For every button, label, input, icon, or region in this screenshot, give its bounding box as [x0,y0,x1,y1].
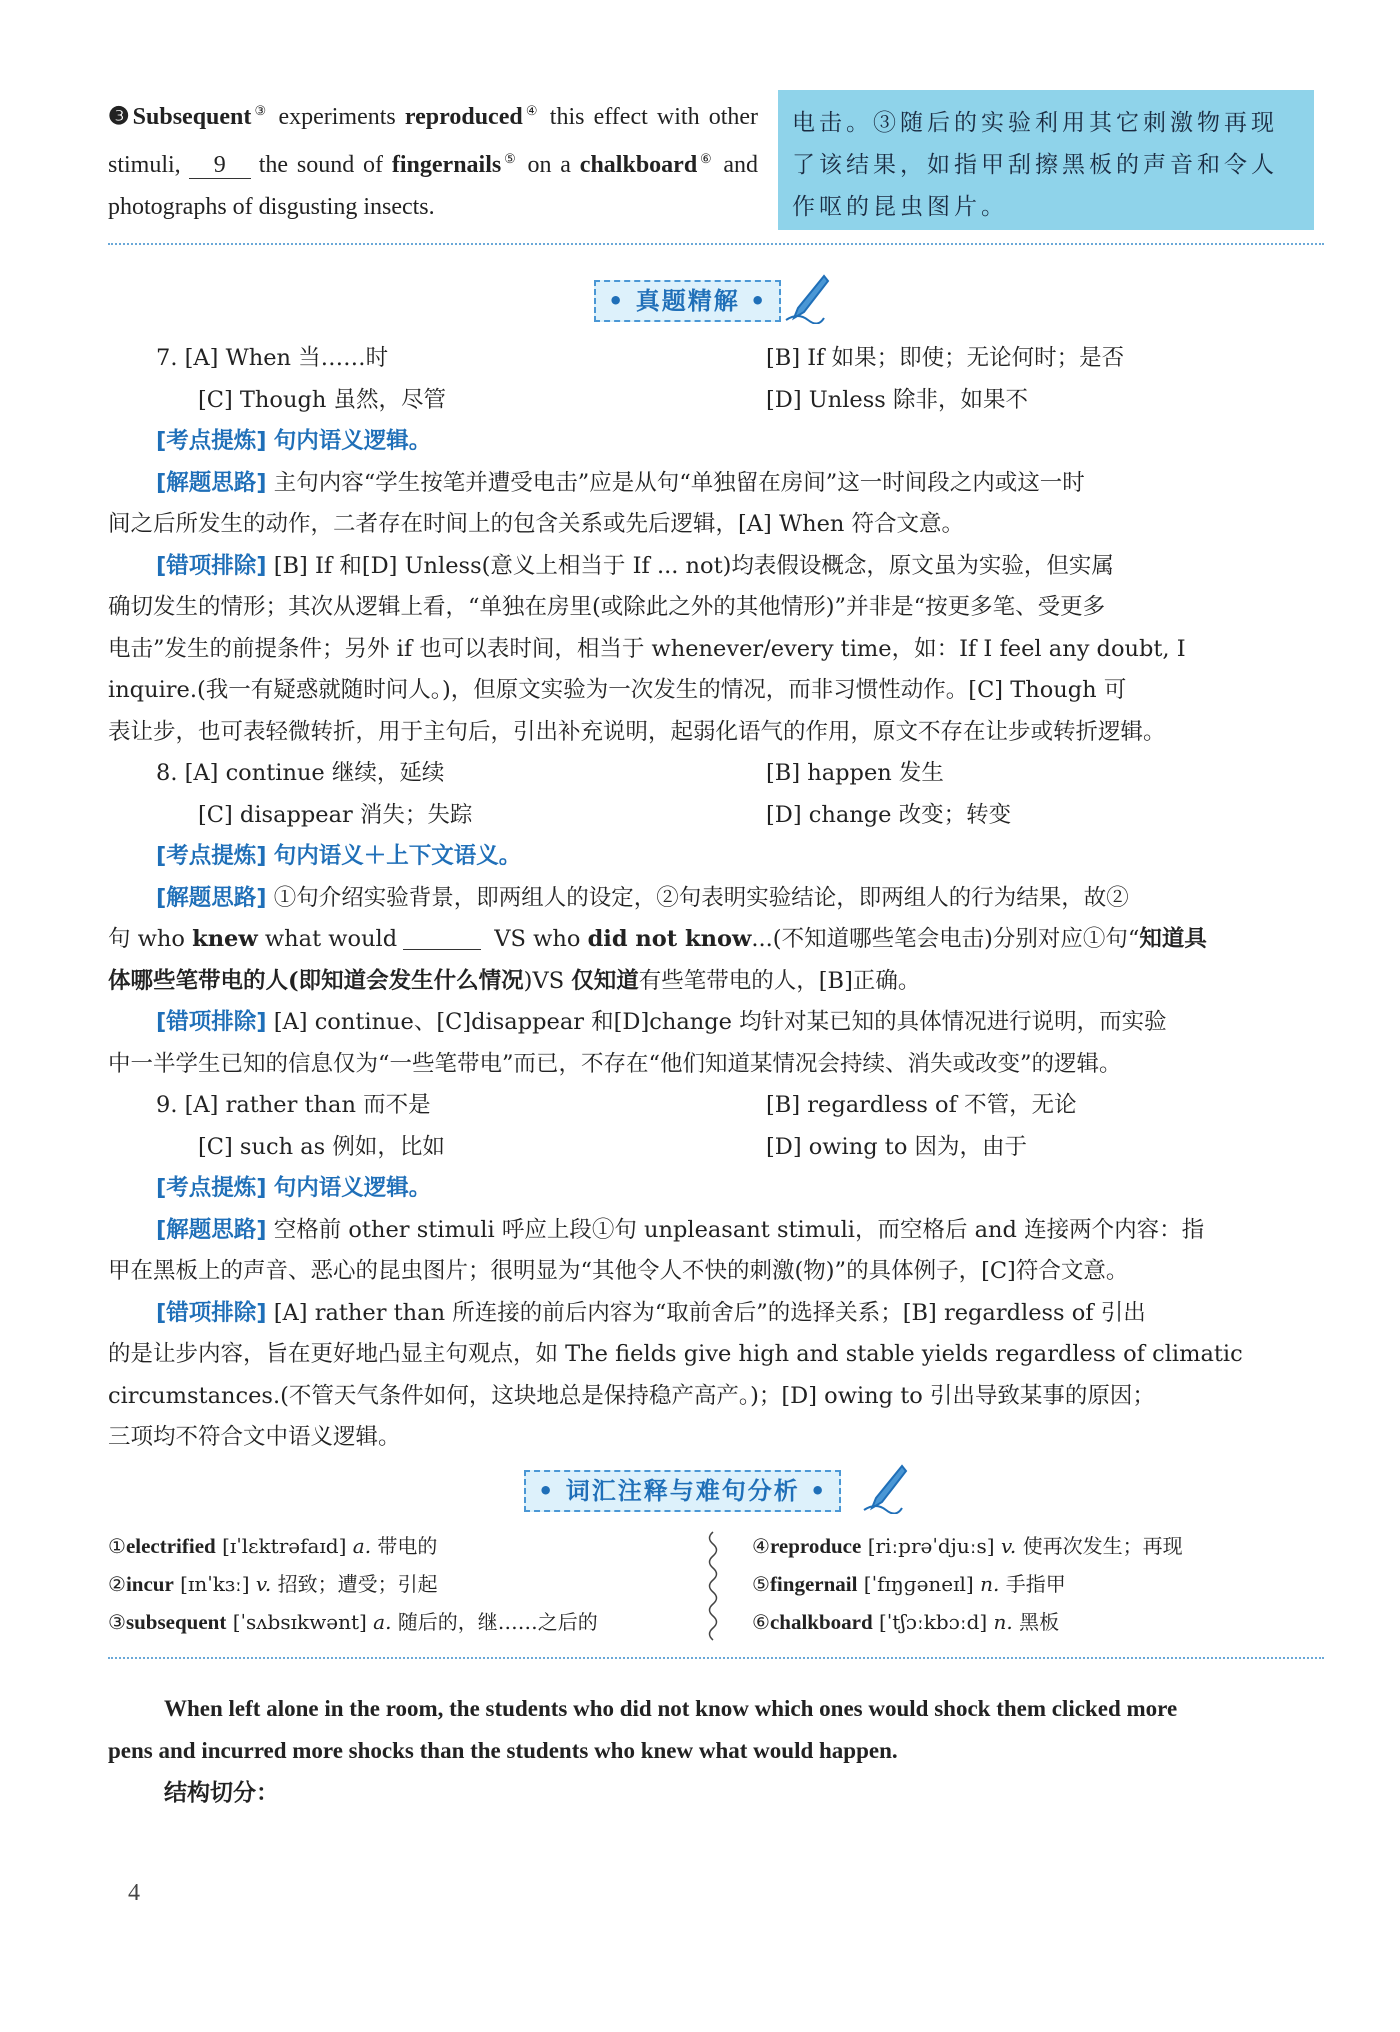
passage-text: the sound of [258,152,392,178]
vocab-pos: n. [980,1572,1000,1596]
tag-key-point: [考点提炼] [156,428,267,454]
q7-key-point: 句内语义逻辑。 [273,428,432,454]
q8-eliminate-text: [A] continue、[C]disappear 和[D]change 均针对某已知的具体情况进行说明，而实验 [273,1009,1167,1035]
difficult-sentence [108,1688,1324,1814]
vocab-pron: [ɪˈlɛktrəfaɪd] [222,1534,347,1558]
q9-eliminate-text: [A] rather than 所连接的前后内容为“取前舍后”的选择关系；[B] regardless of 引出 [273,1299,1146,1326]
emphasis: 发生什么情况 [388,967,524,994]
q7-option-b: [B] If 如果；即使；无论何时；是否 [766,345,1125,371]
vocab-num: ② [108,1572,126,1596]
vocab-pron: [ˈsʌbsɪkwənt] [232,1610,367,1634]
q9-option-a: 9. [A] rather than 而不是 [156,1092,431,1118]
q9-eliminate-text: 三项均不符合文中语义逻辑。 [108,1424,401,1450]
pen-icon [862,1462,908,1514]
passage-text: experiments [269,104,405,130]
q8-option-b: [B] happen 发生 [766,760,944,786]
vocab-pron: [ˈfɪŋɡəneɪl] [863,1572,974,1596]
footnote-ref: ⑥ [697,151,715,166]
pen-icon [784,272,830,324]
q7-eliminate-text: 表让步，也可表轻微转折，用于主句后，引出补充说明，起弱化语气的作用，原文不存在让步或转折逻辑。 [108,718,1166,745]
vocab-def: 招致；遭受；引起 [277,1572,438,1596]
text: ...(不知道哪些笔会电击)分别对应①句“ [751,926,1140,952]
vocab-word: reproduce [769,1534,862,1558]
q7-approach-text: 间之后所发生的动作，二者存在时间上的包含关系或先后逻辑，[A] When 符合文意。 [108,511,965,537]
vocab-word: incur [125,1572,174,1596]
vocab-num: ③ [108,1610,126,1634]
section-title-vocab-analysis: • 词汇注释与难句分析 • [524,1470,841,1512]
translation-box: 电击。③随后的实验利用其它刺激物再现了该结果，如指甲刮擦黑板的声音和令人作呕的昆虫图片。 [778,90,1314,230]
question-8-block [108,753,1324,1085]
vocab-pron: [ɪnˈkɜː] [180,1572,250,1596]
q7-eliminate-text: [B] If 和[D] Unless(意义上相当于 If ... not)均表假设概念，原文虽为实验，但实属 [273,552,1114,579]
vocab-num: ① [108,1534,126,1558]
text: 有些笔带电的人，[B]正确。 [638,967,921,994]
vocab-num: ⑥ [752,1610,770,1634]
q8-option-d: [D] change 改变；转变 [766,801,1012,828]
q9-option-b: [B] regardless of 不管，无论 [766,1092,1077,1118]
passage-text: and photographs of disgusting insects. [108,152,759,220]
vocab-pos: v. [1000,1534,1017,1558]
vocab-item [108,1568,438,1597]
vocab-word-fingernails: fingernails [391,152,502,178]
tag-approach: [解题思路] [156,469,267,496]
tag-approach: [解题思路] [156,1216,267,1243]
vocab-word: subsequent [125,1610,227,1634]
vocab-word-chalkboard: chalkboard [579,152,698,178]
q8-approach-text: ①句介绍实验背景，即两组人的设定，②句表明实验结论，即两组人的行为结果，故② [273,884,1129,911]
divider [108,1657,1324,1659]
q9-option-c: [C] such as 例如，比如 [198,1133,445,1160]
footnote-ref: ⑤ [501,151,519,166]
vocab-word-reproduced: reproduced [404,104,523,130]
emphasis: 仅知道 [571,967,639,994]
page-number: 4 [128,1880,140,1906]
vocab-word: fingernail [769,1572,858,1596]
vocab-def: 黑板 [1019,1610,1060,1634]
question-9-block [108,1085,1324,1459]
vocab-item [108,1606,598,1635]
vocab-item [752,1568,1066,1597]
vocab-word-subsequent: Subsequent [132,104,252,130]
q7-option-c: [C] Though 虽然，尽管 [198,386,447,413]
q7-option-d: [D] Unless 除非，如果不 [766,386,1028,413]
q9-eliminate-text: circumstances.(不管天气条件如何，这块地总是保持稳产高产。)；[D] owing to 引出导致某事的原因； [108,1382,1155,1409]
vocab-word: chalkboard [769,1610,873,1634]
emphasis: knew [192,926,258,952]
q9-option-d: [D] owing to 因为，由于 [766,1133,1028,1160]
passage-text: this effect with other stimuli, [108,104,759,178]
vocab-def: 带电的 [377,1534,438,1558]
divider [108,243,1324,245]
tag-key-point: [考点提炼] [156,843,267,869]
footnote-ref: ④ [522,103,541,118]
emphasis: 知道具 [1139,926,1207,952]
q9-approach-text: 甲在黑板上的声音、恶心的昆虫图片；很明显为“其他令人不快的刺激(物)”的具体例子，[C]符合文意。 [108,1258,1129,1284]
q7-option-a: 7. [A] When 当……时 [156,345,389,371]
q8-option-c: [C] disappear 消失；失踪 [198,801,473,828]
text: what would [257,926,398,952]
q7-eliminate-text: 电击”发生的前提条件；另外 if 也可以表时间，相当于 whenever/every time，如：If I feel any doubt, I [108,635,1186,662]
vocab-pron: [ˈtʃɔːkbɔːd] [879,1610,988,1634]
vocab-def: 手指甲 [1005,1572,1066,1596]
section-title-exam-analysis: • 真题精解 • [594,280,781,322]
tag-eliminate: [错项排除] [156,1299,267,1326]
q9-eliminate-text: 的是让步内容，旨在更好地凸显主句观点，如 The fields give high and stable yields regardless of climatic [108,1341,1243,1367]
text: 句 who [108,926,193,952]
vocab-pos: v. [255,1572,272,1596]
q9-approach-text: 空格前 other stimuli 呼应上段①句 unpleasant stimuli，而空格后 and 连接两个内容：指 [273,1216,1205,1243]
emphasis: did not know [587,926,752,952]
q8-eliminate-text: 中一半学生已知的信息仅为“一些笔带电”而已，不存在“他们知道某情况会持续、消失或改变”的逻辑。 [108,1050,1122,1077]
q7-eliminate-text: 确切发生的情形；其次从逻辑上看，“单独在房里(或除此之外的其他情形)”并非是“按更多笔、受更多 [108,594,1106,620]
blank-9: 9 [189,152,251,179]
vocab-pos: a. [352,1534,372,1558]
text: VS who [487,926,588,952]
vocab-def: 随后的，继……之后的 [397,1610,598,1634]
q9-key-point: 句内语义逻辑。 [273,1175,432,1201]
vocab-item [108,1530,437,1559]
vocab-def: 使再次发生；再现 [1022,1534,1183,1558]
q7-eliminate-text: inquire.(我一有疑惑就随时问人。)，但原文实验为一次发生的情况，而非习惯性动作。[C] Though 可 [108,677,1127,703]
vocab-word: electrified [125,1534,216,1558]
sentence-line: pens and incurred more shocks than the students who knew what would happen. [108,1738,898,1763]
divider-wave [704,1530,722,1650]
paragraph-marker: ❸ [108,104,133,130]
passage-text: on a [518,152,580,178]
vocab-num: ④ [752,1534,770,1558]
footnote-ref: ③ [251,103,270,118]
q7-approach-text: 主句内容“学生按笔并遭受电击”应是从句“单独留在房间”这一时间段之内或这一时 [273,469,1085,496]
q8-key-point: 句内语义＋上下文语义。 [273,843,522,869]
q8-option-a: 8. [A] continue 继续，延续 [156,760,445,786]
question-7-block [108,338,1324,753]
tag-key-point: [考点提炼] [156,1175,267,1201]
blank-line [403,925,481,950]
q8-approach-line [108,919,1324,961]
vocab-pos: n. [993,1610,1013,1634]
emphasis: 体哪些笔带电的人(即知道会 [108,967,389,994]
vocab-pron: [riːprəˈdjuːs] [867,1534,995,1558]
structure-label: 结构切分： [164,1780,279,1806]
q8-approach-line [108,961,1324,1003]
text: )VS [523,967,572,994]
vocab-num: ⑤ [752,1572,770,1596]
tag-eliminate: [错项排除] [156,552,267,579]
tag-approach: [解题思路] [156,884,267,911]
sentence-line: When left alone in the room, the students who did not know which ones would shock them clicked more [164,1696,1178,1721]
vocab-item [752,1606,1059,1635]
passage-paragraph [108,90,758,228]
vocab-pos: a. [373,1610,392,1634]
tag-eliminate: [错项排除] [156,1009,267,1035]
vocab-item [752,1530,1183,1559]
